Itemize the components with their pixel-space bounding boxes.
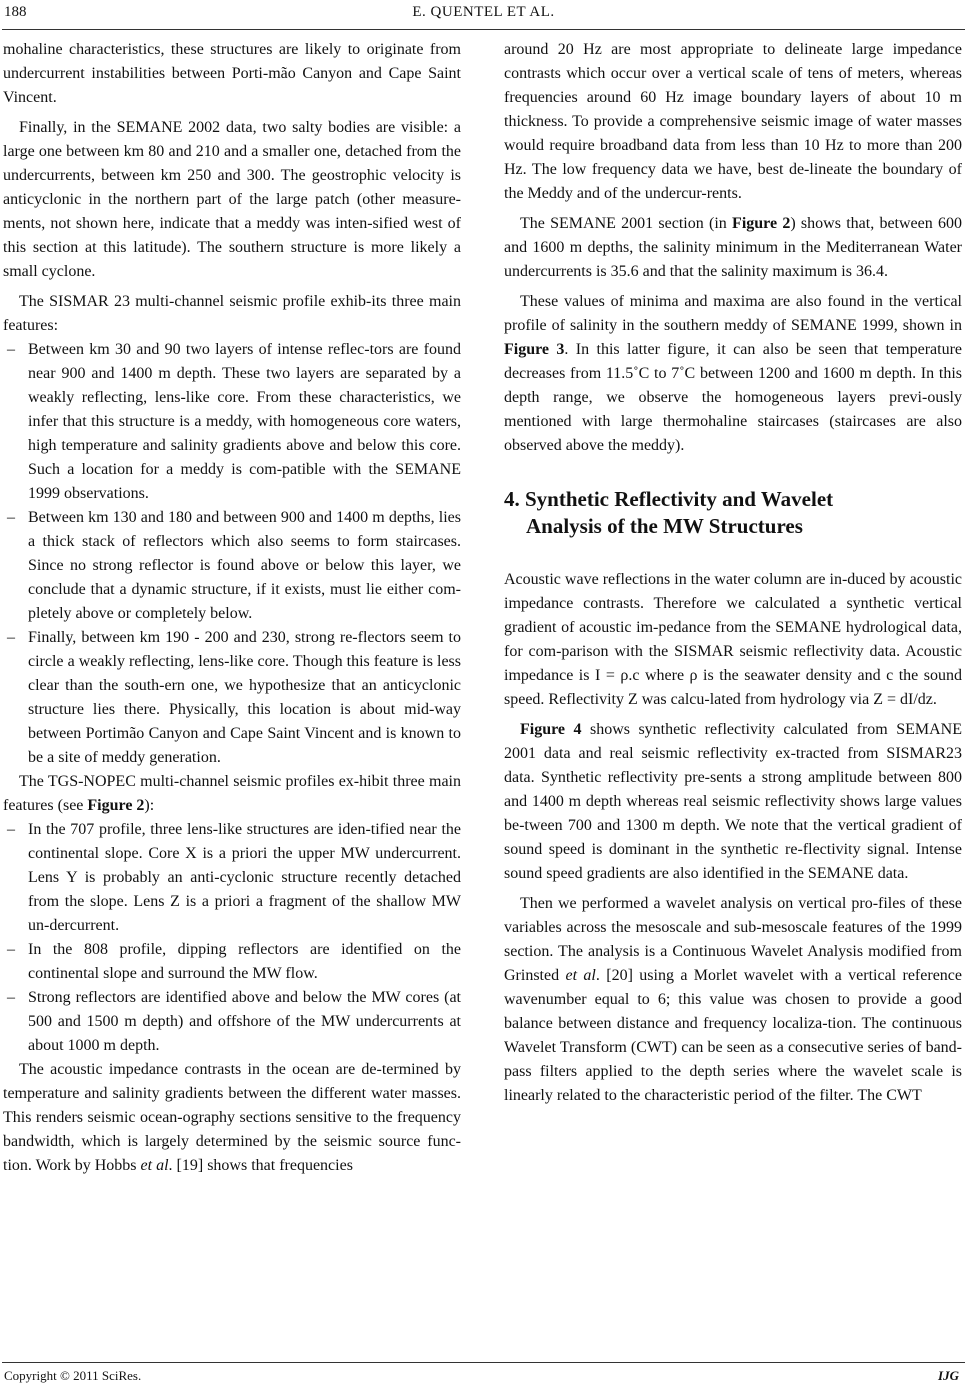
figure-ref: Figure 2 xyxy=(87,797,145,814)
left-column xyxy=(3,38,461,1178)
paragraph: These values of minima and maxima are also found in the vertical profile of salinity in the southern meddy of SEMANE 1999, shown in Figure 3. In this latter figure, it can also be seen that temperature decreases from 11.5˚C to 7˚C between 1200 and 1600 m depth. In this depth range, we observe the homogeneous layers previ-ously mentioned with large thermohaline staircases (staircases are also observed above the meddy). xyxy=(504,293,962,454)
dash-bullet-icon: – xyxy=(7,629,15,646)
footer-rule xyxy=(2,1362,965,1363)
list-item: – Strong reflectors are identified above and below the MW cores (at 500 and 1500 m depth) and offshore of the MW undercurrents at about 1000 m depth. xyxy=(3,986,461,1058)
paragraph: The SEMANE 2001 section (in Figure 2) shows that, between 600 and 1600 m depths, the salinity minimum in the Mediterranean Water undercurrents is 35.6 and that the salinity maximum is 36.4. xyxy=(504,215,963,280)
paragraph: mohaline characteristics, these structures are likely to originate from undercurrent instabilities between Porti-mão Canyon and Cape Saint Vincent. xyxy=(3,41,461,106)
paragraph: Figure 4 shows synthetic reflectivity calculated from SEMANE 2001 data and real seismic reflectivity ex-tracted from SISMAR23 data. Synthetic reflectivity pre-sents a strong amplitude between 800 and 1400 m depth whereas real seismic reflectivity shows large values be-tween 700 and 1300 m depth. We note that the vertical gradient of sound speed is dominant in the synthetic re-flectivity signal. Intense sound speed gradients are also identified in the SEMANE data. xyxy=(504,721,962,882)
page-header xyxy=(0,0,967,30)
list-item: – In the 707 profile, three lens-like structures are iden-tified near the continental slope. Core X is a priori the upper MW undercurrent. Lens Y is probably an anti-cyclonic structure recently detached from the slope. Lens Z is a priori a fragment of the shallow MW un-dercurrent. xyxy=(3,818,461,938)
dash-bullet-icon: – xyxy=(7,509,15,526)
list-item: – Between km 30 and 90 two layers of intense reflec-tors are found near 900 and 1400 m depth. These two layers are separated by a weakly reflecting, lens-like core. From these characteristics, we infer that this structure is a meddy, with homogeneous core waters, high temperature and salinity gradients above and below this core. Such a location for a meddy is com-patible with the SEMANE 1999 observations. xyxy=(3,338,461,506)
journal-abbrev: IJG xyxy=(938,1368,959,1383)
paragraph: Then we performed a wavelet analysis on vertical pro-files of these variables across the mesoscale and sub-mesoscale features of the 1999 section. The analysis is a Continuous Wavelet Analysis modified from Grinsted et al. [20] using a Morlet wavelet with a vertical reference wavenumber equal to 6; this value was chosen to provide a good balance between distance and frequency localiza-tion. The continuous Wavelet Transform (CWT) can be seen as a consecutive series of band-pass filters applied to the depth series where the wavelet scale is linearly related to the characteristic period of the filter. The CWT xyxy=(504,895,962,1104)
header-rule xyxy=(2,29,965,30)
paragraph: Acoustic wave reflections in the water column are in-duced by acoustic impedance contrasts. Therefore we calculated a synthetic vertical gradient of acoustic im-pedance from the SEMANE hydrological data, for com-parison with the SISMAR seismic reflectivity data. Acoustic impedance is I = ρ.c where ρ is the seawater density and c the sound speed. Reflectivity Z was calcu-lated from hydrology via Z = dI/dz. xyxy=(504,571,962,708)
figure-ref: Figure 2 xyxy=(732,215,791,232)
paragraph: Finally, in the SEMANE 2002 data, two salty bodies are visible: a large one between km 80 and 210 and a smaller one, detached from the undercurrents, between km 250 and 300. The geostrophic velocity is anticyclonic in the northern part of the large patch (other measure-ments, not shown here, indicate that a meddy was inten-sified west of this section at this latitude). The southern structure is more likely a small cyclone. xyxy=(3,119,461,280)
dash-bullet-icon: – xyxy=(7,821,15,838)
feature-list-sismar xyxy=(3,338,461,770)
paragraph: The acoustic impedance contrasts in the ocean are de-termined by temperature and salinity gradients between the different water masses. This renders seismic ocean-ography sections sensitive to the frequency bandwidth, which is largely determined by the seismic source func-tion. Work by Hobbs et al. [19] shows that frequencies xyxy=(3,1061,461,1174)
section-heading: 4. Synthetic Reflectivity and Wavelet Analysis of the MW Structures xyxy=(504,487,834,538)
right-column xyxy=(504,38,962,1108)
figure-ref: Figure 3 xyxy=(504,341,565,358)
paragraph: The TGS-NOPEC multi-channel seismic profiles ex-hibit three main features (see Figure 2): xyxy=(3,773,461,814)
dash-bullet-icon: – xyxy=(7,341,15,358)
page-footer xyxy=(0,1362,967,1386)
paragraph: around 20 Hz are most appropriate to delineate large impedance contrasts which occur over a vertical scale of tens of meters, whereas frequencies around 60 Hz image boundary layers of about 10 m thickness. To provide a comprehensive seismic image of water masses would require broadband data from less than 10 Hz to more than 200 Hz. The low frequency data we have, best de-lineate the boundary of the Meddy and of the undercur-rents. xyxy=(504,41,962,202)
page-number: 188 xyxy=(4,4,27,20)
list-item: – Between km 130 and 180 and between 900 and 1400 m depths, lies a thick stack of reflectors which also seems to form staircases. Since no strong reflector is found above or below this layer, we conclude that a dynamic structure, if it exists, must lie either com-pletely above or completely below. xyxy=(3,506,461,626)
figure-ref: Figure 4 xyxy=(520,721,582,738)
dash-bullet-icon: – xyxy=(7,941,15,958)
paragraph: The SISMAR 23 multi-channel seismic profile exhib-its three main features: xyxy=(3,293,461,334)
running-title: E. QUENTEL ET AL. xyxy=(412,4,555,20)
dash-bullet-icon: – xyxy=(7,989,15,1006)
copyright-notice: Copyright © 2011 SciRes. xyxy=(4,1368,142,1383)
list-item: – In the 808 profile, dipping reflectors are identified on the continental slope and surround the MW flow. xyxy=(3,938,461,986)
list-item: – Finally, between km 190 - 200 and 230, strong re-flectors seem to circle a weakly reflecting, lens-like core. Though this feature is less clear than the south-ern one, we hypothesize that an anticyclonic structure lies there. Physically, this location is about mid-way between Portimão Canyon and Cape Saint Vincent and is known to be a site of meddy generation. xyxy=(3,626,461,770)
feature-list-tgs xyxy=(3,818,461,1058)
